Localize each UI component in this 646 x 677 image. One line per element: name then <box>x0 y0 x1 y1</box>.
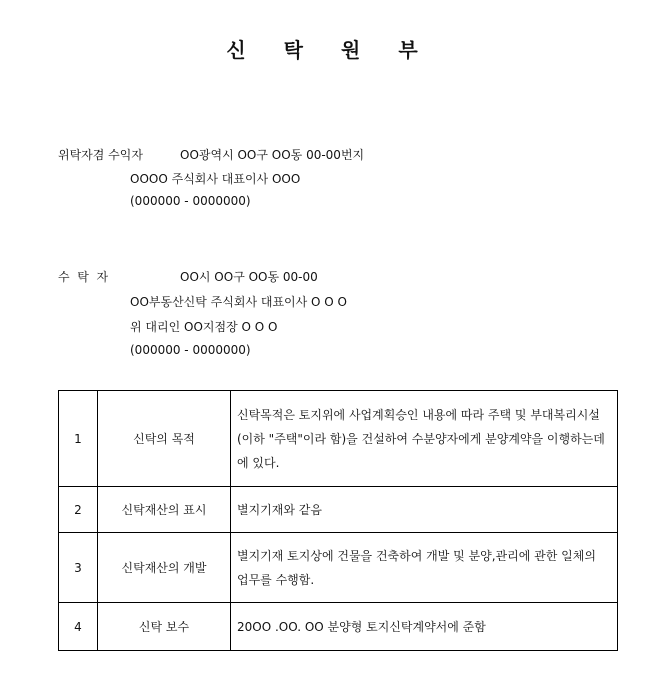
truster-label: 위탁자겸 수익자 <box>58 148 143 162</box>
row-label: 신탁의 목적 <box>98 391 231 487</box>
page-title <box>0 34 646 63</box>
table-row <box>59 603 618 651</box>
truster-reg-no: (000000 - 0000000) <box>130 194 251 208</box>
trustee-reg-no: (000000 - 0000000) <box>130 343 251 357</box>
row-content: 신탁목적은 토지위에 사업계획승인 내용에 따라 주택 및 부대복리시설(이하 "주택"이라 함)을 건설하여 수분양자에게 분양계약을 이행하는데에 있다. <box>231 391 618 487</box>
truster-address: OO광역시 OO구 OO동 00-00번지 <box>180 148 365 162</box>
row-content: 별지기재 토지상에 건물을 건축하여 개발 및 분양,관리에 관한 일체의 업무를 수행함. <box>231 533 618 603</box>
row-label: 신탁재산의 개발 <box>98 533 231 603</box>
title-char: 원 <box>341 38 363 62</box>
row-number: 3 <box>59 533 98 603</box>
row-number: 4 <box>59 603 98 651</box>
table-row <box>59 533 618 603</box>
trust-info-table <box>58 390 618 651</box>
trustee-company: OO부동산신탁 주식회사 대표이사 O O O <box>130 295 347 309</box>
table-row <box>59 391 618 487</box>
trustee-label: 수 탁 자 <box>58 270 109 284</box>
trustee-address: OO시 OO구 OO동 00-00 <box>180 270 318 284</box>
table-row <box>59 487 618 533</box>
title-char: 탁 <box>283 38 305 62</box>
row-label: 신탁재산의 표시 <box>98 487 231 533</box>
row-label: 신탁 보수 <box>98 603 231 651</box>
row-number: 2 <box>59 487 98 533</box>
title-char: 신 <box>226 38 248 62</box>
trustee-agent: 위 대리인 OO지점장 O O O <box>130 320 278 334</box>
truster-company: OOOO 주식회사 대표이사 OOO <box>130 172 301 186</box>
title-char: 부 <box>398 38 420 62</box>
row-number: 1 <box>59 391 98 487</box>
row-content: 20OO .OO. OO 분양형 토지신탁계약서에 준함 <box>231 603 618 651</box>
row-content: 별지기재와 같음 <box>231 487 618 533</box>
